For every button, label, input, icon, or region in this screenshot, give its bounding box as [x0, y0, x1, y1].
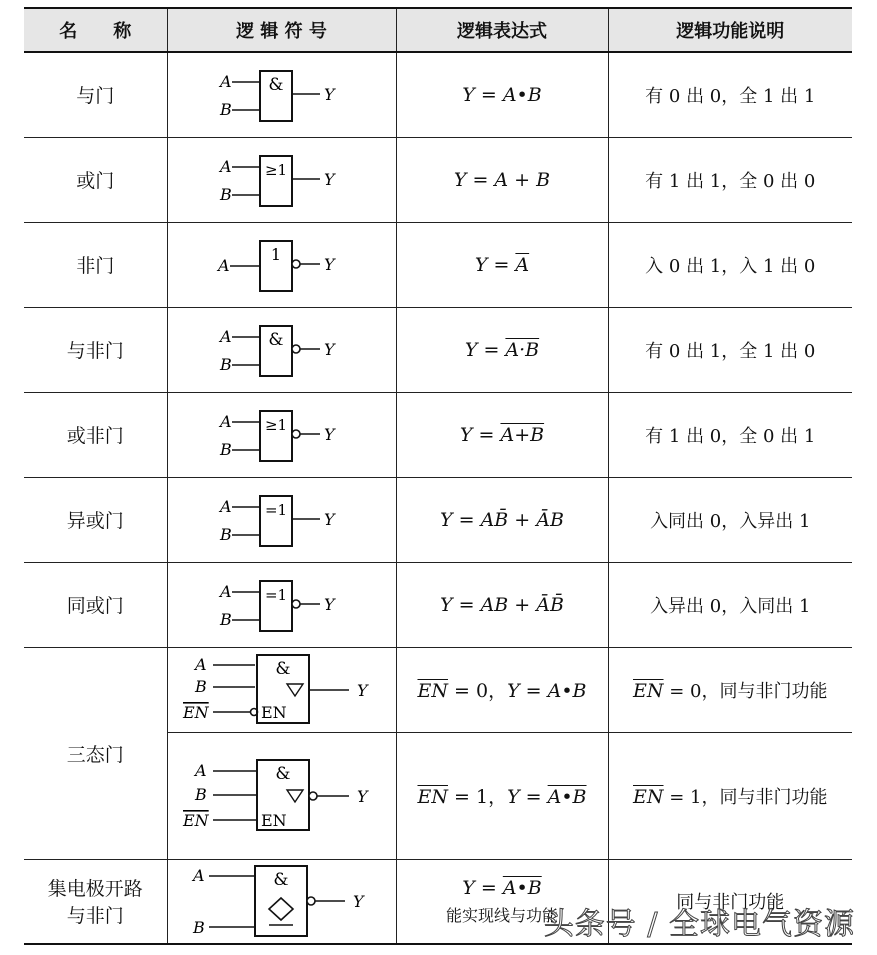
svg-text:Y: Y	[323, 424, 335, 444]
svg-text:EN: EN	[182, 810, 209, 830]
svg-text:A: A	[194, 760, 207, 780]
or-gate-icon	[212, 150, 352, 210]
svg-text:&: &	[274, 658, 291, 679]
svg-text:&: &	[267, 74, 284, 95]
gate-expression: Y = A·B	[396, 307, 608, 392]
svg-text:Y: Y	[356, 680, 368, 700]
svg-text:1: 1	[270, 244, 281, 264]
svg-text:Y: Y	[323, 594, 335, 614]
svg-text:&: &	[267, 329, 284, 350]
svg-text:A: A	[219, 326, 232, 346]
gate-name: 与门	[24, 52, 167, 137]
watermark: 头条号 / 全球电气资源	[543, 907, 855, 942]
svg-text:B: B	[194, 676, 207, 696]
row-open-collector-nand	[24, 859, 852, 944]
svg-text:≥1: ≥1	[264, 160, 287, 179]
gate-description: 有 0 出 1，全 1 出 0	[608, 307, 852, 392]
svg-text:B: B	[219, 524, 232, 544]
gate-description: $\overline{EN} = 1$，同与非门功能	[608, 732, 852, 859]
svg-text:A: A	[217, 255, 230, 275]
gate-name: 同或门	[24, 562, 167, 647]
gate-symbol	[167, 562, 396, 647]
gate-description: 入异出 0，入同出 1	[608, 562, 852, 647]
and-gate-icon	[212, 65, 352, 125]
nand-gate-icon	[212, 320, 352, 380]
gate-expression: Y = A + B	[396, 137, 608, 222]
svg-text:B: B	[194, 784, 207, 804]
svg-text:Y: Y	[323, 254, 335, 274]
header-name: 名 称	[24, 8, 167, 52]
nor-gate-icon	[212, 405, 352, 465]
xnor-gate-icon	[212, 575, 352, 635]
gate-symbol	[167, 392, 396, 477]
svg-text:B: B	[219, 439, 232, 459]
gate-symbol	[167, 222, 396, 307]
gate-description: 入 0 出 1，入 1 出 0	[608, 222, 852, 307]
gate-expression: Y = AB̄ + ĀB	[396, 477, 608, 562]
svg-text:&: &	[274, 763, 291, 784]
svg-text:B: B	[219, 99, 232, 119]
svg-text:≥1: ≥1	[264, 415, 287, 434]
gate-name: 或门	[24, 137, 167, 222]
svg-text:Y: Y	[323, 169, 335, 189]
header-row	[24, 8, 852, 52]
svg-text:EN: EN	[260, 810, 287, 830]
row-xnor	[24, 562, 852, 647]
svg-text:B: B	[219, 354, 232, 374]
svg-text:A: A	[219, 496, 232, 516]
gate-description: 有 1 出 0，全 0 出 1	[608, 392, 852, 477]
row-and	[24, 52, 852, 137]
open-collector-diamond-icon	[269, 898, 293, 920]
gate-symbol	[167, 307, 396, 392]
gate-description: 有 0 出 0，全 1 出 1	[608, 52, 852, 137]
xor-gate-icon	[212, 490, 352, 550]
svg-text:Y: Y	[323, 509, 335, 529]
tristate-gate-icon	[177, 756, 387, 836]
gate-expression: Y = A•B 能实现线与功能	[396, 859, 608, 944]
gate-symbol	[167, 137, 396, 222]
gate-expression: $\overline{EN} = 0$，Y = A•B	[396, 647, 608, 732]
gate-name: 异或门	[24, 477, 167, 562]
gate-description: 有 1 出 1，全 0 出 0	[608, 137, 852, 222]
open-collector-nand-icon	[177, 863, 387, 939]
gate-name: 或非门	[24, 392, 167, 477]
svg-text:EN: EN	[260, 702, 287, 722]
svg-text:A: A	[192, 866, 205, 886]
svg-text:B: B	[192, 918, 205, 938]
svg-text:A: A	[194, 654, 207, 674]
svg-text:EN: EN	[182, 702, 209, 722]
svg-text:Y: Y	[352, 892, 364, 912]
gate-name: 三态门	[24, 647, 167, 859]
svg-text:B: B	[219, 609, 232, 629]
svg-text:A: A	[219, 411, 232, 431]
svg-text:&: &	[272, 870, 289, 891]
header-expression: 逻辑表达式	[396, 8, 608, 52]
gate-symbol	[167, 859, 396, 944]
gate-expression: $\overline{EN} = 1$，Y = A•B	[396, 732, 608, 859]
svg-text:Y: Y	[323, 339, 335, 359]
row-nor	[24, 392, 852, 477]
gate-description: $\overline{EN} = 0$，同与非门功能	[608, 647, 852, 732]
gate-symbol	[167, 477, 396, 562]
gate-expression: $Y = \overline{A}$	[396, 222, 608, 307]
row-nand	[24, 307, 852, 392]
row-not	[24, 222, 852, 307]
tristate-gate-icon	[177, 652, 387, 728]
header-description: 逻辑功能说明	[608, 8, 852, 52]
gate-name: 与非门	[24, 307, 167, 392]
svg-text:A: A	[219, 581, 232, 601]
svg-text:Y: Y	[356, 786, 368, 806]
gate-expression: Y = AB + ĀB̄	[396, 562, 608, 647]
logic-gate-table	[24, 7, 852, 945]
header-symbol: 逻 辑 符 号	[167, 8, 396, 52]
row-xor	[24, 477, 852, 562]
gate-expression: Y = A•B	[396, 52, 608, 137]
not-gate-icon	[212, 235, 352, 295]
gate-symbol	[167, 647, 396, 732]
row-tristate-1	[24, 647, 852, 732]
svg-text:A: A	[219, 71, 232, 91]
svg-text:=1: =1	[264, 585, 287, 604]
gate-symbol	[167, 52, 396, 137]
gate-name: 集电极开路 与非门	[24, 859, 167, 944]
svg-text:A: A	[219, 156, 232, 176]
gate-name: 非门	[24, 222, 167, 307]
svg-text:B: B	[219, 184, 232, 204]
gate-description: 入同出 0，入异出 1	[608, 477, 852, 562]
gate-expression: Y = A+B	[396, 392, 608, 477]
row-or	[24, 137, 852, 222]
gate-description: 同与非门功能	[608, 859, 852, 944]
gate-symbol	[167, 732, 396, 859]
svg-text:Y: Y	[323, 84, 335, 104]
svg-text:=1: =1	[264, 500, 287, 519]
